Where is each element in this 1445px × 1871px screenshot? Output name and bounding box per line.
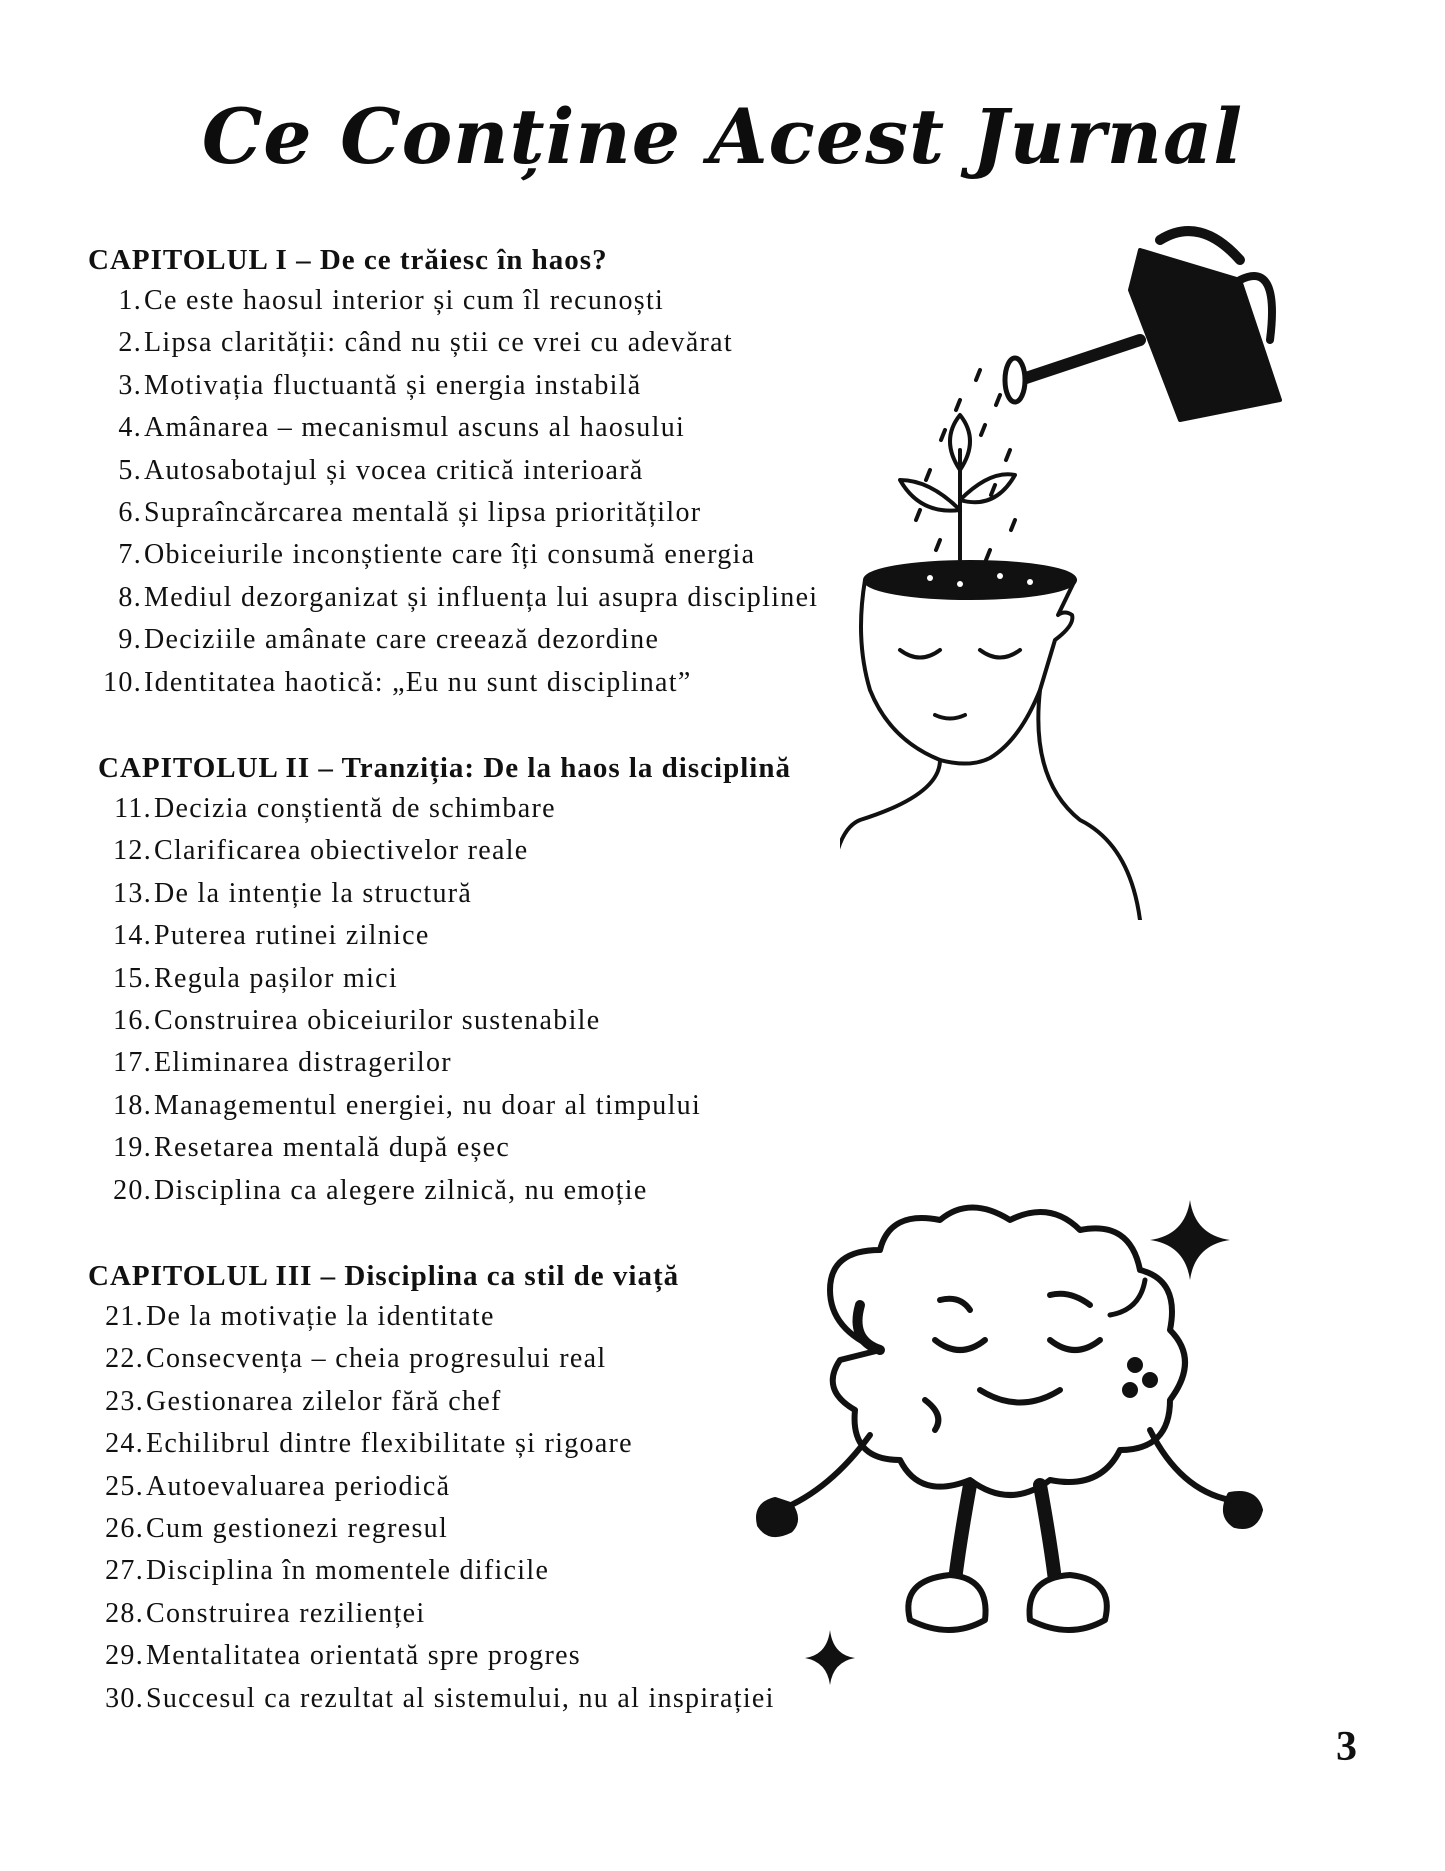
toc-item (88, 619, 948, 661)
toc-item-number: 5. (118, 454, 142, 486)
toc-item-text: De la motivație la identitate (146, 1301, 495, 1332)
toc-item-number: 15. (113, 962, 152, 994)
toc-item-number: 24. (105, 1428, 144, 1460)
toc-item (88, 450, 948, 492)
toc-item (88, 534, 948, 576)
toc-item-number: 6. (118, 496, 142, 528)
toc-item-text: Supraîncărcarea mentală și lipsa priorităților (144, 496, 702, 528)
toc-item-text: Regula pașilor mici (154, 962, 398, 994)
toc-item-text: Decizia conștientă de schimbare (154, 793, 556, 824)
page-title: Ce Conține Acest Jurnal (201, 92, 1244, 181)
toc-item-text: Disciplina în momentele dificile (146, 1555, 550, 1587)
toc-item-text: Disciplina ca alegere zilnică, nu emoție (154, 1174, 648, 1206)
toc-item-number: 18. (113, 1089, 152, 1121)
toc-item (98, 788, 958, 830)
toc-item-number: 4. (118, 412, 142, 444)
toc-item-text: Echilibrul dintre flexibilitate și rigoare (146, 1428, 633, 1460)
toc-item (88, 365, 948, 407)
toc-item (98, 1127, 958, 1169)
toc-item-number: 10. (103, 666, 142, 698)
toc-item-text: Mentalitatea orientată spre progres (146, 1640, 581, 1672)
toc-item-text: Deciziile amânate care creează dezordine (144, 624, 660, 656)
toc-item (88, 280, 948, 322)
toc-item-text: Ce este haosul interior și cum îl recunoști (144, 285, 665, 316)
chapter-item-list (88, 280, 948, 704)
meditating-brain-icon (750, 1200, 1310, 1700)
toc-item-text: Motivația fluctuantă și energia instabilă (144, 369, 642, 401)
toc-item-number: 27. (105, 1555, 144, 1587)
toc-item-text: Construirea obiceiurilor sustenabile (154, 1004, 601, 1036)
toc-item-text: Mediul dezorganizat și influența lui asupra disciplinei (144, 581, 819, 613)
toc-item-number: 17. (113, 1047, 152, 1079)
toc-item-text: Consecvența – cheia progresului real (146, 1343, 607, 1375)
chapter-1 (88, 240, 948, 704)
toc-item-number: 16. (113, 1004, 152, 1036)
toc-item-number: 14. (113, 920, 152, 952)
toc-item-text: Obiceiurile inconștiente care îți consumă energia (144, 539, 756, 571)
toc-item-number: 20. (113, 1174, 152, 1206)
toc-item-number: 22. (105, 1343, 144, 1375)
toc-item-number: 19. (113, 1132, 152, 1164)
toc-item (98, 873, 958, 915)
toc-item-number: 8. (118, 581, 142, 613)
toc-item-text: Eliminarea distragerilor (154, 1047, 452, 1079)
toc-item-text: Identitatea haotică: „Eu nu sunt disciplinat” (144, 666, 692, 698)
toc-item-text: Cum gestionezi regresul (146, 1512, 449, 1544)
toc-item-text: Construirea rezilienței (146, 1597, 426, 1629)
toc-item (98, 1085, 958, 1127)
toc-item-number: 11. (114, 793, 152, 824)
toc-item-number: 30. (105, 1682, 144, 1714)
toc-item (88, 662, 948, 704)
toc-item-text: Lipsa clarității: când nu știi ce vrei cu adevărat (144, 327, 733, 359)
toc-item (98, 915, 958, 957)
chapter-heading: CAPITOLUL I – De ce trăiesc în haos? (88, 244, 608, 276)
toc-item-number: 2. (118, 327, 142, 359)
toc-item (88, 577, 948, 619)
toc-item-number: 25. (105, 1470, 144, 1502)
toc-item-number: 9. (118, 624, 142, 656)
toc-item (88, 322, 948, 364)
chapter-heading: CAPITOLUL II – Tranziția: De la haos la disciplină (98, 752, 791, 784)
toc-item-number: 21. (105, 1301, 144, 1332)
toc-item-number: 13. (113, 877, 152, 909)
toc-item-number: 26. (105, 1512, 144, 1544)
toc-item-text: Gestionarea zilelor fără chef (146, 1385, 502, 1417)
toc-item (88, 492, 948, 534)
page-number: 3 (1336, 1724, 1357, 1770)
toc-item (98, 1000, 958, 1042)
toc-item-text: Managementul energiei, nu doar al timpului (154, 1089, 702, 1121)
toc-item-text: Puterea rutinei zilnice (154, 920, 430, 952)
toc-item (98, 830, 958, 872)
toc-item-number: 1. (118, 285, 142, 316)
toc-item (98, 1042, 958, 1084)
toc-item-number: 23. (105, 1385, 144, 1417)
toc-item-text: Autosabotajul și vocea critică interioară (144, 454, 644, 486)
chapter-heading: CAPITOLUL III – Disciplina ca stil de viață (88, 1260, 680, 1292)
toc-item-number: 29. (105, 1640, 144, 1672)
watering-can-head-plant-icon (840, 220, 1310, 920)
chapter-2 (98, 748, 958, 1212)
toc-item-number: 12. (113, 835, 152, 867)
toc-item-number: 7. (118, 539, 142, 571)
toc-item-text: Succesul ca rezultat al sistemului, nu al inspirației (146, 1682, 775, 1714)
toc-item-text: Amânarea – mecanismul ascuns al haosului (144, 412, 686, 444)
toc-item-number: 3. (118, 369, 142, 401)
toc-item-text: Clarificarea obiectivelor reale (154, 835, 529, 867)
toc-item-text: De la intenție la structură (154, 877, 473, 909)
toc-item (88, 407, 948, 449)
chapter-item-list (98, 788, 958, 1212)
toc-item (98, 958, 958, 1000)
toc-item-number: 28. (105, 1597, 144, 1629)
toc-item-text: Resetarea mentală după eșec (154, 1132, 511, 1164)
toc-item-text: Autoevaluarea periodică (146, 1470, 451, 1502)
